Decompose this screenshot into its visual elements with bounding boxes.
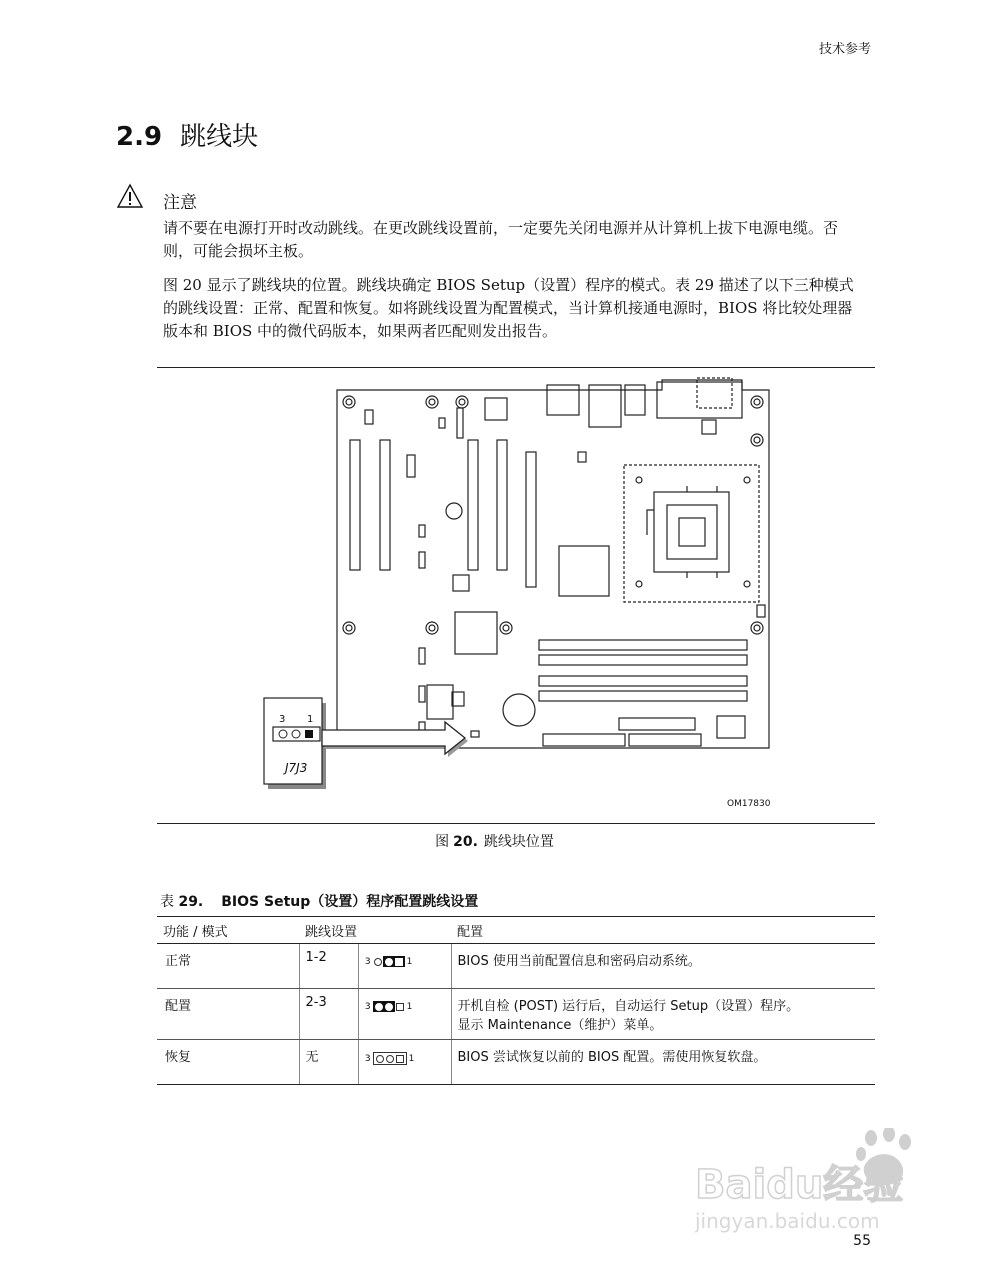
motherboard-diagram: [157, 370, 875, 822]
config-cell: 开机自检 (POST) 运行后，自动运行 Setup（设置）程序。 显示 Maintenance（维护）菜单。: [451, 989, 875, 1040]
mode-cell: 配置: [157, 989, 299, 1040]
figure-top-rule: [157, 367, 875, 368]
drawing-id: OM17830: [727, 799, 771, 809]
table-title: 表 29. BIOS Setup（设置）程序配置跳线设置: [160, 894, 479, 910]
caution-text: 请不要在电源打开时改动跳线。在更改跳线设置前，一定要先关闭电源并从计算机上拔下电源电缆。否则，可能会损坏主板。: [163, 219, 839, 260]
setting-cell: 1-2: [299, 944, 358, 989]
section-number: 2.9: [116, 122, 163, 152]
body-paragraph: 图 20 显示了跳线块的位置。跳线块确定 BIOS Setup（设置）程序的模式。表 29 描述了以下三种模式的跳线设置：正常、配置和恢复。如将跳线设置为配置模式，当计算机接通电源时，BIOS 将比较处理器版本和 BIOS 中的微代码版本，如果两者匹配则发出报告。: [163, 276, 854, 340]
jumper-icon-cell: [358, 989, 451, 1040]
jumper-icon-cell: [358, 944, 451, 989]
table-row: [157, 944, 875, 989]
table-row: [157, 1040, 875, 1085]
jumper-settings-table: [157, 916, 875, 1085]
figure-bottom-rule: [157, 823, 875, 824]
column-header-config: 配置: [451, 917, 875, 944]
page-number: 55: [853, 1233, 871, 1249]
caution-title: 注意: [163, 193, 197, 213]
jumper-1-2-icon: 3 1: [364, 956, 413, 967]
caution-icon: [116, 183, 144, 209]
figure-caption: 图 20. 跳线块位置: [435, 834, 554, 850]
column-header-setting: 跳线设置: [299, 917, 451, 944]
jumper-icon-cell: [358, 1040, 451, 1085]
config-cell: BIOS 使用当前配置信息和密码启动系统。: [451, 944, 875, 989]
running-header: 技术参考: [818, 42, 871, 57]
column-header-mode: 功能 / 模式: [157, 917, 299, 944]
setting-cell: 无: [299, 1040, 358, 1085]
callout-pin-label-right: 1: [307, 714, 314, 725]
jumper-2-3-icon: 3 1: [364, 1001, 413, 1012]
table-row: [157, 989, 875, 1040]
callout-pin-label-left: 3: [279, 714, 286, 725]
section-title: 跳线块: [180, 122, 259, 152]
watermark-logo: Baidu经验: [695, 1162, 904, 1208]
mode-cell: 正常: [157, 944, 299, 989]
watermark-url: jingyan.baidu.com: [695, 1209, 880, 1233]
jumper-none-icon: 3 1: [364, 1053, 415, 1064]
callout-jumper-name: J7J3: [285, 761, 308, 775]
section-heading: [116, 116, 258, 153]
config-cell: BIOS 尝试恢复以前的 BIOS 配置。需使用恢复软盘。: [451, 1040, 875, 1085]
mode-cell: 恢复: [157, 1040, 299, 1085]
setting-cell: 2-3: [299, 989, 358, 1040]
baidu-watermark: [695, 1128, 925, 1238]
